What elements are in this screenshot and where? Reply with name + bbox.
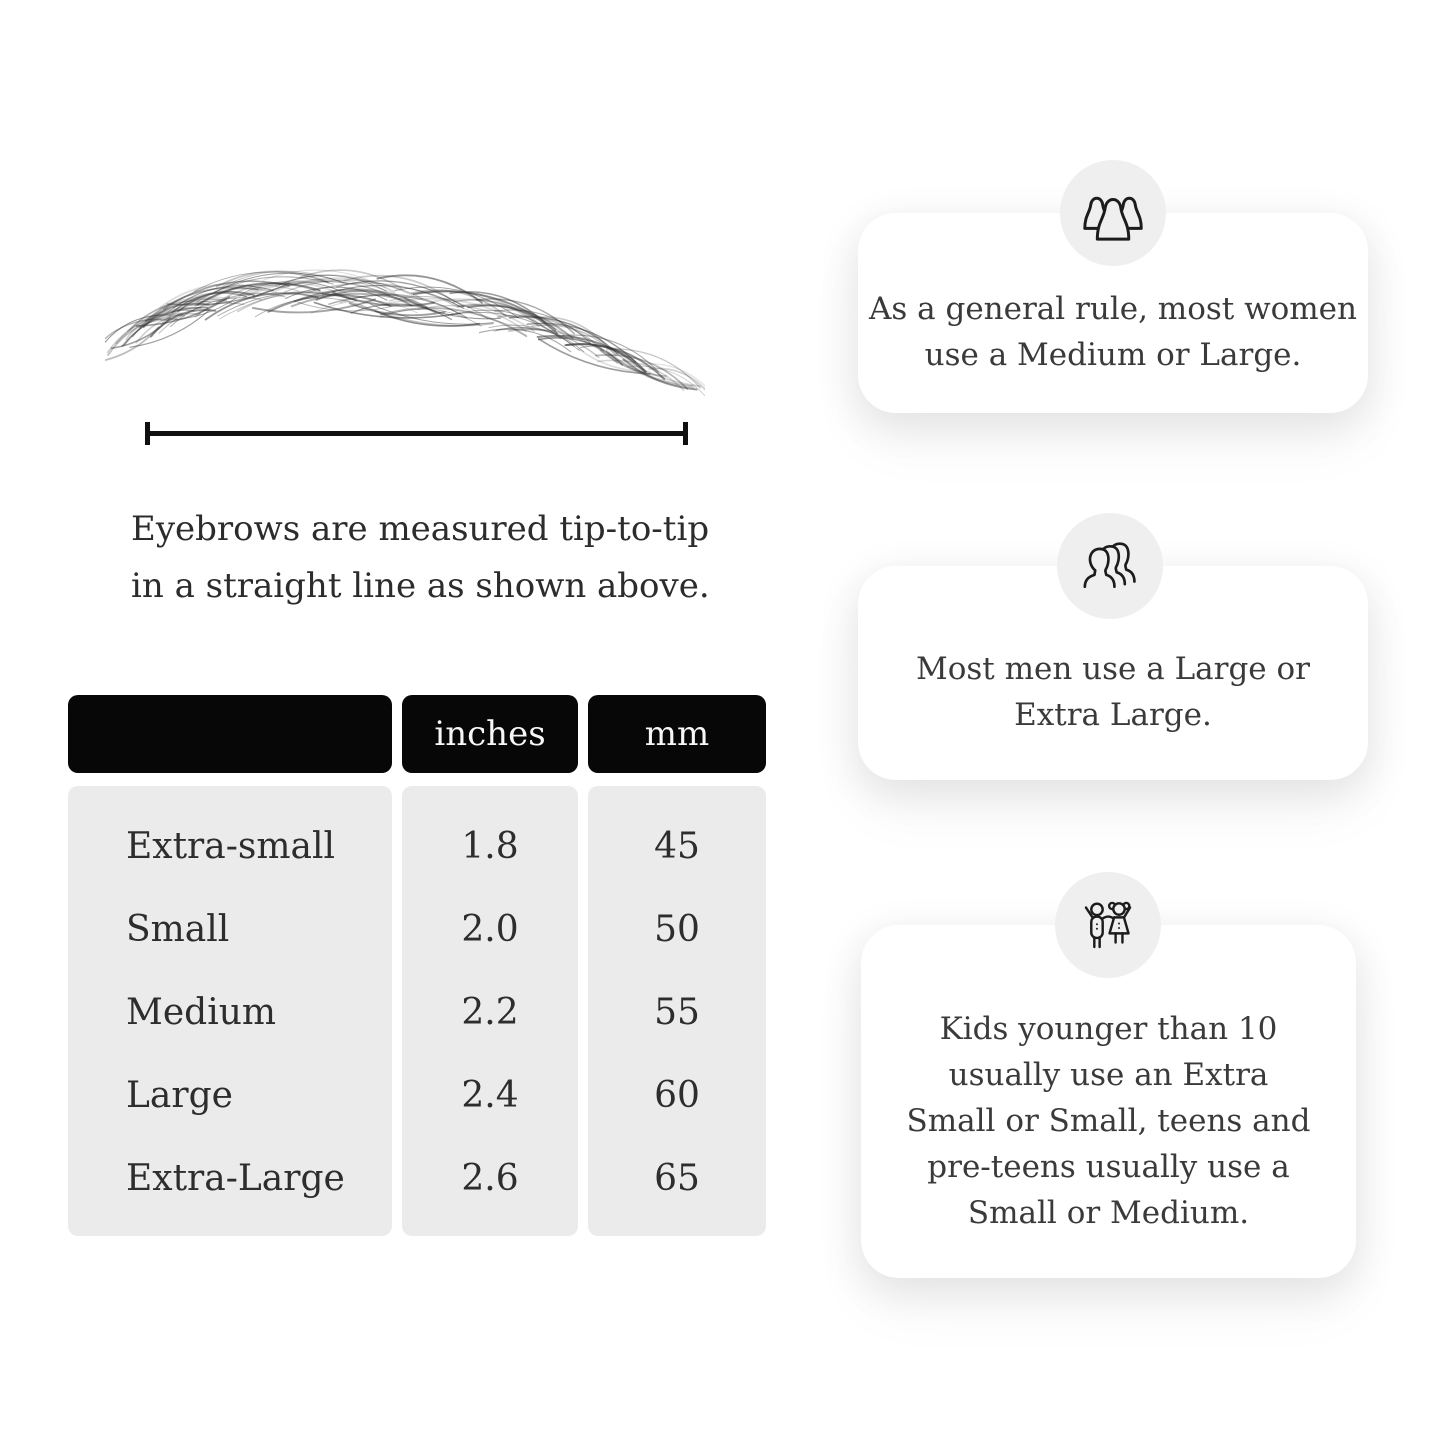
women-group-icon-circle xyxy=(1060,160,1166,266)
card-text-line: Small or Medium. xyxy=(967,1194,1250,1231)
size-table-column-mm xyxy=(588,695,766,1236)
card-text-line: Kids younger than 10 xyxy=(939,1010,1278,1047)
inches-cell: 2.0 xyxy=(461,909,519,950)
card-text-line: use a Medium or Large. xyxy=(924,337,1302,373)
mm-cell: 45 xyxy=(654,826,700,867)
card-text-line: As a general rule, most women xyxy=(869,291,1357,327)
measurement-line xyxy=(145,431,688,436)
caption-line-2: in a straight line as shown above. xyxy=(131,566,710,606)
card-text-line: pre-teens usually use a xyxy=(927,1148,1290,1185)
eyebrow-sketch-svg xyxy=(105,233,705,411)
size-cell: Medium xyxy=(126,992,277,1033)
caption-line-1: Eyebrows are measured tip-to-tip xyxy=(131,509,710,549)
size-table-header-mm: mm xyxy=(588,695,766,773)
size-table xyxy=(68,695,766,1236)
men-group-icon xyxy=(1073,529,1147,603)
measurement-caption xyxy=(131,501,710,615)
measurement-tick-right xyxy=(683,422,688,445)
size-table-body-size xyxy=(68,786,392,1236)
eyebrow-illustration xyxy=(105,233,705,411)
size-table-header-blank xyxy=(68,695,392,773)
inches-cell: 2.2 xyxy=(461,992,519,1033)
measurement-tick-left xyxy=(145,422,150,445)
inches-cell: 2.4 xyxy=(461,1075,519,1116)
men-group-icon-circle xyxy=(1057,513,1163,619)
card-text-line: Extra Large. xyxy=(1014,697,1212,733)
size-table-body-mm xyxy=(588,786,766,1236)
size-table-body-inches xyxy=(402,786,578,1236)
mm-cell: 55 xyxy=(654,992,700,1033)
size-cell: Small xyxy=(126,909,230,950)
card-text-line: usually use an Extra xyxy=(948,1056,1269,1093)
mm-cell: 65 xyxy=(654,1158,700,1199)
size-table-column-size xyxy=(68,695,392,1236)
info-card-women-text xyxy=(869,286,1357,378)
size-cell: Large xyxy=(126,1075,233,1116)
mm-cell: 60 xyxy=(654,1075,700,1116)
card-text-line: Most men use a Large or xyxy=(915,651,1310,687)
women-group-icon xyxy=(1076,176,1150,250)
size-cell: Extra-small xyxy=(126,826,335,867)
size-cell: Extra-Large xyxy=(126,1158,345,1199)
size-table-header-inches: inches xyxy=(402,695,578,773)
card-text-line: Small or Small, teens and xyxy=(906,1102,1311,1139)
info-card-kids-text xyxy=(907,1006,1311,1236)
inches-cell: 1.8 xyxy=(461,826,519,867)
size-table-column-inches xyxy=(402,695,578,1236)
kids-icon xyxy=(1070,887,1146,963)
info-card-men-text xyxy=(916,646,1310,738)
mm-cell: 50 xyxy=(654,909,700,950)
kids-icon-circle xyxy=(1055,872,1161,978)
inches-cell: 2.6 xyxy=(461,1158,519,1199)
